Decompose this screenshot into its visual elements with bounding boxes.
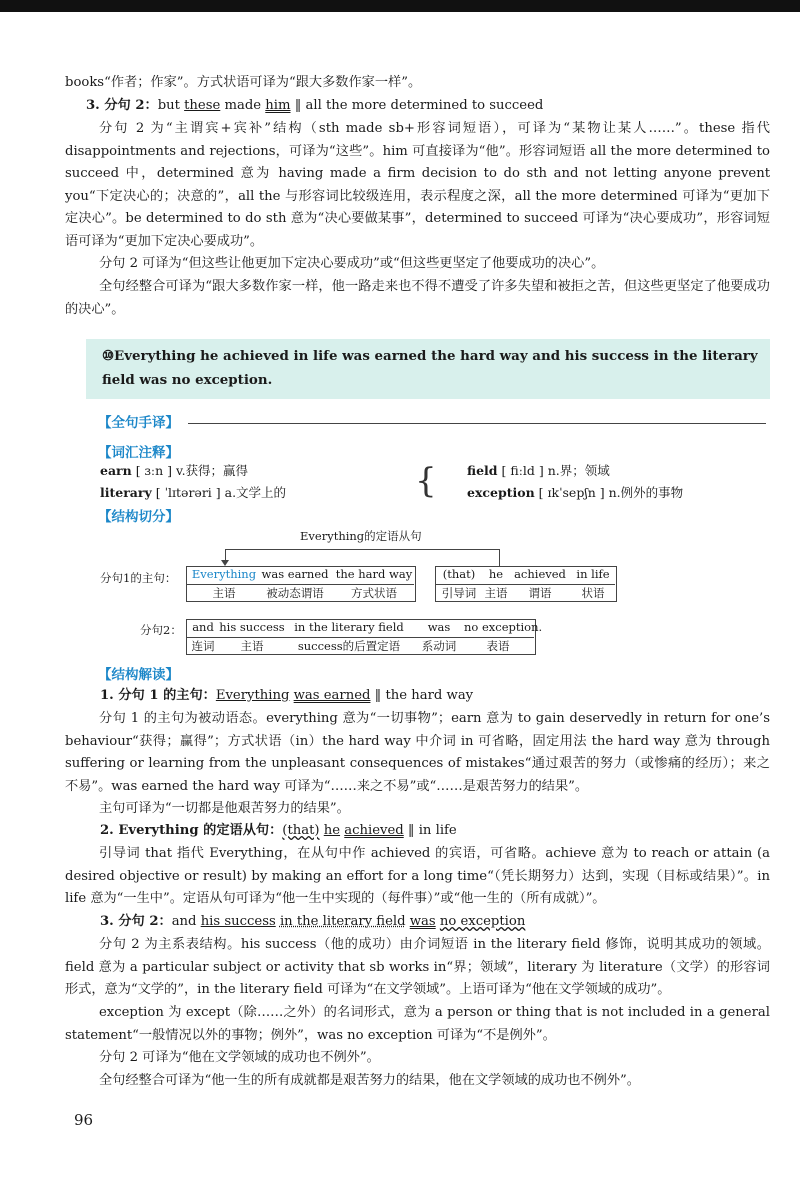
heading-label: 1. 分句 1 的主句： — [100, 688, 216, 703]
cell-zh: 主语 — [484, 586, 508, 600]
phrase-that: (that) — [282, 823, 320, 838]
cell-en: his success — [219, 620, 285, 634]
heading-label: 3. 分句 2： — [100, 914, 172, 929]
header-full-translation: 【全句手译】 — [98, 415, 179, 431]
paragraph-clause2-translation-final: 分句 2 可译为“他在文学领域的成功也不例外”。 — [99, 1050, 380, 1065]
diagram-caption: Everything的定语从句 — [300, 529, 422, 543]
phrase-was: was — [409, 914, 436, 929]
vocab-definition: [ fiːld ] n.界；领域 — [497, 463, 610, 478]
phrase-his-success: his success — [200, 914, 276, 929]
vocab-exception — [467, 483, 683, 503]
translation-blank-line — [188, 423, 766, 424]
phrase-no-exception: no exception — [439, 914, 526, 929]
cell-en: and — [192, 620, 214, 634]
heading-label: 3. 分句 2： — [86, 98, 158, 113]
phrase-text: ‖ the hard way — [370, 688, 474, 703]
cell-en: in life — [576, 567, 610, 581]
vocab-literary — [100, 483, 286, 503]
cell-zh: 主语 — [240, 639, 264, 653]
vocab-definition: [ ɜːn ] v.获得；赢得 — [131, 463, 249, 478]
vocab-word: exception — [467, 485, 535, 500]
cell-en: was earned — [261, 567, 329, 581]
cell-en: (that) — [442, 567, 476, 581]
vocab-word: earn — [100, 463, 132, 478]
phrase-text: and — [171, 914, 201, 929]
analysis-heading-1 — [100, 685, 770, 708]
cell-zh: 谓语 — [528, 586, 552, 600]
cell-zh: 方式状语 — [351, 586, 397, 600]
cell-zh: 系动词 — [421, 639, 457, 653]
header-structure-split: 【结构切分】 — [98, 509, 179, 525]
header-vocabulary: 【词汇注释】 — [98, 445, 179, 461]
analysis-heading-3 — [100, 911, 770, 934]
diagram-connector — [499, 549, 500, 566]
paragraph-exception: exception 为 except（除……之外）的名词形式，意为 a person or thing that is not included in a general statement“一般情况以外的事物；例外”，was no exception 可译为“不是例外”。 — [65, 1005, 770, 1043]
vocab-definition: [ ˈlɪtərəri ] a.文学上的 — [151, 485, 287, 500]
cell-en: was — [427, 620, 451, 634]
paragraph-analysis-2: 引导词 that 指代 Everything，在从句中作 achieved 的宾语，可省略。achieve 意为 to reach or attain (a desired objective or result) by making an effort for a long time“（凭长期努力）达到，实现（目标或结果）”。in life 意为“一生中”。定语从句可译为“他一生中实现的（每件事）”或“他一生的（所有成就）”。 — [65, 846, 770, 906]
cell-zh: 状语 — [581, 586, 605, 600]
analysis-heading-2 — [100, 820, 770, 843]
cell-zh: 主语 — [212, 586, 236, 600]
cell-zh: 连词 — [191, 639, 215, 653]
cell-en: achieved — [514, 567, 566, 581]
heading-label: 2. Everything 的定语从句： — [100, 823, 283, 838]
section-heading-clause2 — [86, 95, 770, 118]
vocab-definition: [ ɪkˈsepʃn ] n.例外的事物 — [534, 485, 684, 500]
vocab-field — [467, 461, 610, 481]
paragraph-analysis-1-translation: 主句可译为“一切都是他艰苦努力的结果”。 — [99, 801, 350, 816]
vocab-word: literary — [100, 485, 152, 500]
paragraph-books: books“作者；作家”。方式状语可译为“跟大多数作家一样”。 — [65, 75, 422, 90]
phrase-him: him — [265, 98, 291, 113]
cell-zh: 引导词 — [441, 586, 477, 600]
paragraph-analysis-3: 分句 2 为主系表结构。his success（他的成功）由介词短语 in the literary field 修饰，说明其成功的领域。field 意为 a particular subject or activity that sb works in“界；领域”，literary 为 literature（文学）的形容词形式，意为“文学的”，in the literary field 可译为“在文学领域”。上语可译为“他在文学领域的成功”。 — [65, 937, 770, 997]
phrase-was-earned: was earned — [293, 688, 371, 703]
cell-zh: success的后置定语 — [297, 639, 401, 653]
page-number: 96 — [74, 1111, 94, 1129]
label-clause1-main: 分句1的主句： — [100, 571, 177, 585]
cell-en: he — [488, 567, 504, 581]
cell-en: in the literary field — [294, 620, 404, 634]
cell-zh: 被动态谓语 — [266, 586, 324, 600]
vocab-word: field — [467, 463, 498, 478]
phrase-text: ‖ all the more determined to succeed — [290, 98, 544, 113]
sentence-10: ⑩Everything he achieved in life was earned the hard way and his success in the literary field was no exception. — [102, 348, 758, 388]
vocab-earn — [100, 461, 248, 481]
phrase-these: these — [184, 98, 221, 113]
paragraph-clause2-translation: 分句 2 可译为“但这些让他更加下定决心要成功”或“但这些更坚定了他要成功的决心”。 — [99, 256, 605, 271]
header-structure-analysis: 【结构解读】 — [98, 667, 179, 683]
paragraph-clause2-analysis: 分句 2 为“主谓宾+宾补”结构（sth made sb+形容词短语），可译为“某物让某人……”。these 指代 disappointments and rejections，可译为“这些”。him 可直接译为“他”。形容词短语 all the more determined to succeed 中，determined 意为 having made a firm decision to do sth and not letting anyone prevent you“下定决心的；决意的”，all the 与形容词比较级连用，表示程度之深，all the more determined 可译为“更加下定决心”。be determined to do sth 意为“决心要做某事”，determined to succeed 可译为“决心要成功”，形容词短语可译为“更加下定决心要成功”。 — [65, 121, 770, 249]
label-clause2: 分句2： — [140, 623, 182, 637]
phrase-in-literary-field: in the literary field — [279, 914, 406, 929]
cell-en: Everything — [191, 567, 257, 581]
vocab-brace: { — [415, 461, 437, 501]
paragraph-full-translation: 全句经整合可译为“跟大多数作家一样，他一路走来也不得不遭受了许多失望和被拒之苦，但这些更坚定了他要成功的决心”。 — [65, 279, 770, 317]
phrase-text: ‖ in life — [403, 823, 457, 838]
top-bar — [0, 0, 800, 12]
paragraph-full-translation-final: 全句经整合可译为“他一生的所有成就都是艰苦努力的结果，他在文学领域的成功也不例外”。 — [99, 1073, 640, 1088]
paragraph-analysis-1: 分句 1 的主句为被动语态。everything 意为“一切事物”；earn 意为 to gain deservedly in return for one’s behaviour“获得；赢得”；方式状语（in）the hard way 中介词 in 可省略，固定用法 the hard way 意为 through suffering or learning from the unpleasant consequences of mistakes“通过艰苦的努力（或惨痛的经历）；来之不易”。was earned the hard way 可译为“……来之不易”或“……是艰苦努力的结果”。 — [65, 711, 770, 794]
phrase-text: made — [220, 98, 266, 113]
phrase-achieved: achieved — [344, 823, 404, 838]
phrase-text: but — [157, 98, 185, 113]
cell-zh: 表语 — [486, 639, 510, 653]
phrase-everything: Everything — [215, 688, 290, 703]
diagram-connector — [225, 549, 499, 550]
cell-en: no exception. — [464, 620, 543, 634]
cell-en: the hard way — [335, 567, 413, 581]
phrase-he: he — [323, 823, 341, 838]
